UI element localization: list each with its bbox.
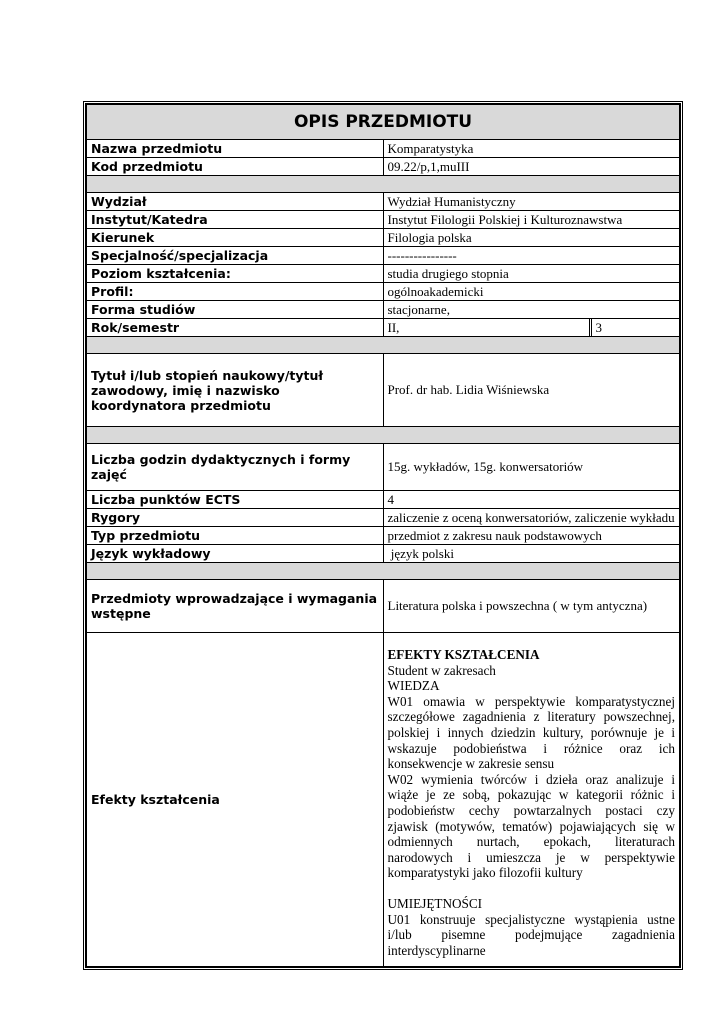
prerequisites-value: Literatura polska i powszechna ( w tym antyczna) <box>383 580 680 633</box>
table-row <box>87 444 680 491</box>
outcomes-heading: EFEKTY KSZTAŁCENIA <box>387 647 540 662</box>
hours-value: 15g. wykładów, 15g. konwersatoriów <box>383 444 680 491</box>
profile-value: ogólnoakademicki <box>383 283 680 301</box>
table-row <box>87 580 680 633</box>
study-form-value: stacjonarne, <box>383 301 680 319</box>
table-row <box>87 319 680 337</box>
institute-value: Instytut Filologii Polskiej i Kulturoznawstwa <box>383 211 680 229</box>
outcome-w02: W02 wymienia twórców i dzieła oraz analizuje i wiąże je ze sobą, pokazując w kategorii różnic i podobieństw cechy powtarzalnych postaci czy zjawisk (motywów, tematów) pojawiających się w odmiennych nurtach, epokach, literaturach narodowych i umieszcza je w perspektywie komparatystyki jako filozofii kultury <box>387 771 675 881</box>
learning-outcomes-content <box>383 633 680 967</box>
specialization-label: Specjalność/specjalizacja <box>87 247 384 265</box>
table-row <box>87 158 680 176</box>
study-form-label: Forma studiów <box>87 301 384 319</box>
table-row <box>87 193 680 211</box>
faculty-value: Wydział Humanistyczny <box>383 193 680 211</box>
learning-outcomes-label: Efekty kształcenia <box>87 633 384 967</box>
field-label: Kierunek <box>87 229 384 247</box>
coordinator-value: Prof. dr hab. Lidia Wiśniewska <box>383 354 680 427</box>
document-title: OPIS PRZEDMIOTU <box>87 105 680 140</box>
level-value: studia drugiego stopnia <box>383 265 680 283</box>
table-row <box>87 509 680 527</box>
specialization-value: ---------------- <box>383 247 680 265</box>
knowledge-title: WIEDZA <box>387 678 440 694</box>
course-type-value: przedmiot z zakresu nauk podstawowych <box>383 527 680 545</box>
section-separator <box>87 563 680 580</box>
table-row <box>87 491 680 509</box>
ects-label: Liczba punktów ECTS <box>87 491 384 509</box>
section-separator <box>87 337 680 354</box>
outcomes-intro: Student w zakresach <box>387 662 496 678</box>
requirements-label: Rygory <box>87 509 384 527</box>
course-description-sheet <box>83 101 683 970</box>
outcome-w01: W01 omawia w perspektywie komparatystycznej szczegółowe zagadnienia z literatury powszechnej, polskiej i innych dziedzin kultury, porównuje je i wskazuje podobieństwa i różnice oraz ich konsekwencje w zakresie sensu <box>387 693 675 772</box>
level-label: Poziom kształcenia: <box>87 265 384 283</box>
coordinator-label: Tytuł i/lub stopień naukowy/tytuł zawodowy, imię i nazwisko koordynatora przedmiotu <box>87 354 384 427</box>
section-separator <box>87 427 680 444</box>
skills-title: UMIEJĘTNOŚCI <box>387 895 483 911</box>
year-semester-label: Rok/semestr <box>87 319 384 337</box>
institute-label: Instytut/Katedra <box>87 211 384 229</box>
table-row <box>87 247 680 265</box>
course-table <box>86 104 680 967</box>
requirements-value: zaliczenie z oceną konwersatoriów, zaliczenie wykładu <box>383 509 680 527</box>
ects-value: 4 <box>383 491 680 509</box>
table-row <box>87 633 680 967</box>
outcome-u01: U01 konstruuje specjalistyczne wystąpienia ustne i/lub pisemne podejmujące zagadnienia interdyscyplinarne <box>387 911 675 958</box>
course-code-label: Kod przedmiotu <box>87 158 384 176</box>
year-value: II, <box>387 319 400 335</box>
language-label: Język wykładowy <box>87 545 384 563</box>
table-row <box>87 265 680 283</box>
table-row <box>87 211 680 229</box>
table-row <box>87 527 680 545</box>
table-row <box>87 545 680 563</box>
course-name-value: Komparatystyka <box>383 140 680 158</box>
faculty-label: Wydział <box>87 193 384 211</box>
course-type-label: Typ przedmiotu <box>87 527 384 545</box>
profile-label: Profil: <box>87 283 384 301</box>
hours-label: Liczba godzin dydaktycznych i formy zajęć <box>87 444 384 491</box>
section-separator <box>87 176 680 193</box>
table-row <box>87 283 680 301</box>
semester-value: 3 <box>590 319 679 336</box>
table-row <box>87 354 680 427</box>
table-row <box>87 301 680 319</box>
course-name-label: Nazwa przedmiotu <box>87 140 384 158</box>
field-value: Filologia polska <box>383 229 680 247</box>
table-row <box>87 229 680 247</box>
course-code-value: 09.22/p,1,muIII <box>383 158 680 176</box>
prerequisites-label: Przedmioty wprowadzające i wymagania wstępne <box>87 580 384 633</box>
language-value: język polski <box>383 545 680 563</box>
table-row <box>87 140 680 158</box>
